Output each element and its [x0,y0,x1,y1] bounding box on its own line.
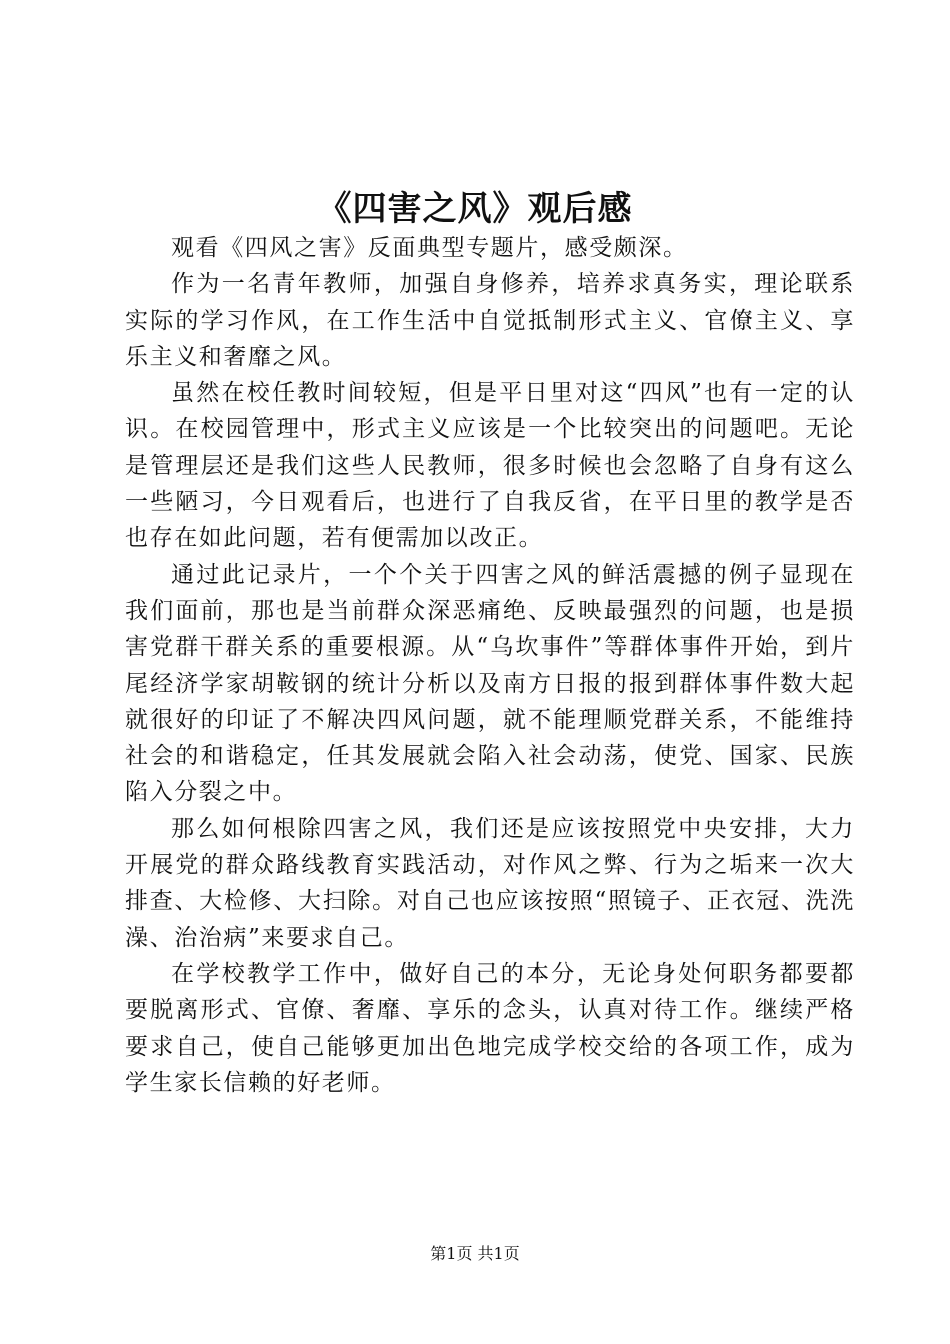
paragraph-2: 作为一名青年教师，加强自身修养，培养求真务实，理论联系实际的学习作风，在工作生活中自觉抵制形式主义、官僚主义、享乐主义和奢靡之风。 [125,271,855,370]
paragraph-4: 通过此记录片，一个个关于四害之风的鲜活震撼的例子显现在我们面前，那也是当前群众深恶痛绝、反映最强烈的问题，也是损害党群干群关系的重要根源。从“乌坎事件”等群体事件开始，到片尾经济学家胡鞍钢的统计分析以及南方日报的报到群体事件数大起就很好的印证了不解决四风问题，就不能理顺党群关系，不能维持社会的和谐稳定，任其发展就会陷入社会动荡，使党、国家、民族陷入分裂之中。 [125,561,855,806]
paragraph-1: 观看《四风之害》反面典型专题片，感受颇深。 [171,235,688,261]
document-body [125,230,855,1101]
paragraph-3: 虽然在校任教时间较短，但是平日里对这“四风”也有一定的认识。在校园管理中，形式主义应该是一个比较突出的问题吧。无论是管理层还是我们这些人民教师，很多时候也会忽略了自身有这么一些陋习，今日观看后，也进行了自我反省，在平日里的教学是否也存在如此问题，若有便需加以改正。 [125,380,855,552]
page-footer: 第1页 共1页 [430,1244,520,1263]
document-title: 《四害之风》观后感 [317,189,633,229]
paragraph-5: 那么如何根除四害之风，我们还是应该按照党中央安排，大力开展党的群众路线教育实践活动，对作风之弊、行为之垢来一次大排查、大检修、大扫除。对自己也应该按照“照镜子、正衣冠、洗洗澡、治治病”来要求自己。 [125,815,855,951]
paragraph-6: 在学校教学工作中，做好自己的本分，无论身处何职务都要都要脱离形式、官僚、奢靡、享乐的念头，认真对待工作。继续严格要求自己，使自己能够更加出色地完成学校交给的各项工作，成为学生家长信赖的好老师。 [125,960,855,1096]
